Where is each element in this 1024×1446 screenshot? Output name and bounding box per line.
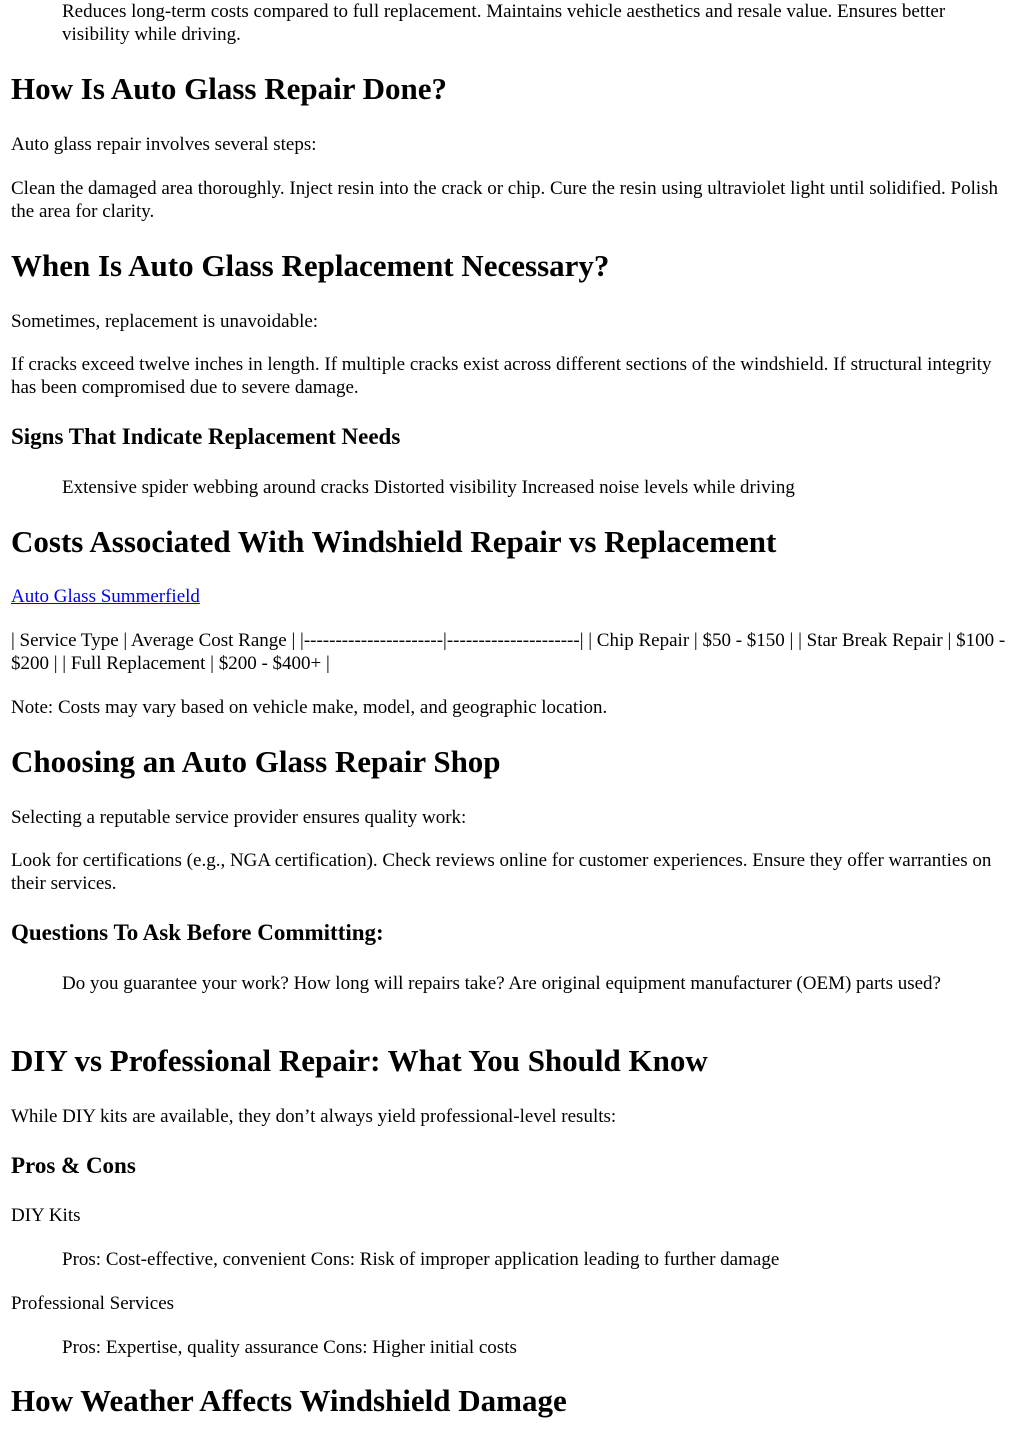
heading-pros-cons: Pros & Cons [11, 1153, 136, 1178]
heading-how-repair-done: How Is Auto Glass Repair Done? [11, 71, 448, 106]
steps-intro-paragraph: Auto glass repair involves several steps: [11, 134, 317, 155]
benefits-blockquote: Reduces long-term costs compared to full replacement. Maintains vehicle aesthetics and resale value. Ensures better visibility while driving. [62, 1, 946, 45]
look-for-paragraph: Look for certifications (e.g., NGA certification). Check reviews online for customer experiences. Ensure they offer warranties on their services. [11, 850, 992, 894]
heading-weather: How Weather Affects Windshield Damage [11, 1383, 567, 1418]
heading-questions: Questions To Ask Before Committing: [11, 920, 384, 945]
selecting-paragraph: Selecting a reputable service provider ensures quality work: [11, 807, 467, 828]
diy-intro-paragraph: While DIY kits are available, they don’t always yield professional-level results: [11, 1106, 617, 1127]
questions-blockquote: Do you guarantee your work? How long will repairs take? Are original equipment manufacturer (OEM) parts used? [62, 973, 941, 994]
signs-blockquote: Extensive spider webbing around cracks Distorted visibility Increased noise levels while driving [62, 477, 795, 498]
pro-pros-cons-blockquote: Pros: Expertise, quality assurance Cons: Higher initial costs [62, 1337, 517, 1358]
heading-costs: Costs Associated With Windshield Repair vs Replacement [11, 524, 777, 559]
diy-kits-label: DIY Kits [11, 1205, 81, 1226]
steps-paragraph: Clean the damaged area thoroughly. Inject resin into the crack or chip. Cure the resin using ultraviolet light until solidified. Polish the area for clarity. [11, 178, 999, 222]
heading-choosing-shop: Choosing an Auto Glass Repair Shop [11, 744, 501, 779]
cracks-paragraph: If cracks exceed twelve inches in length. If multiple cracks exist across different sections of the windshield. If structural integrity has been compromised due to severe damage. [11, 354, 992, 398]
heading-diy-vs-pro: DIY vs Professional Repair: What You Should Know [11, 1043, 708, 1078]
auto-glass-summerfield-link[interactable]: Auto Glass Summerfield [11, 586, 200, 607]
unavoidable-paragraph: Sometimes, replacement is unavoidable: [11, 311, 319, 332]
professional-services-label: Professional Services [11, 1293, 175, 1314]
diy-pros-cons-blockquote: Pros: Cost-effective, convenient Cons: Risk of improper application leading to further damage [62, 1249, 780, 1270]
summerfield-paragraph [11, 585, 1011, 608]
heading-signs-replacement: Signs That Indicate Replacement Needs [11, 424, 401, 449]
heading-when-replacement: When Is Auto Glass Replacement Necessary? [11, 248, 610, 283]
cost-note-paragraph: Note: Costs may vary based on vehicle make, model, and geographic location. [11, 697, 608, 718]
cost-table-text: | Service Type | Average Cost Range | |----------------------|---------------------| | Chip Repair | $50 - $150 | | Star Break Repair | $100 - $200 | | Full Replacement | $200 - $400+ | [11, 630, 1006, 674]
